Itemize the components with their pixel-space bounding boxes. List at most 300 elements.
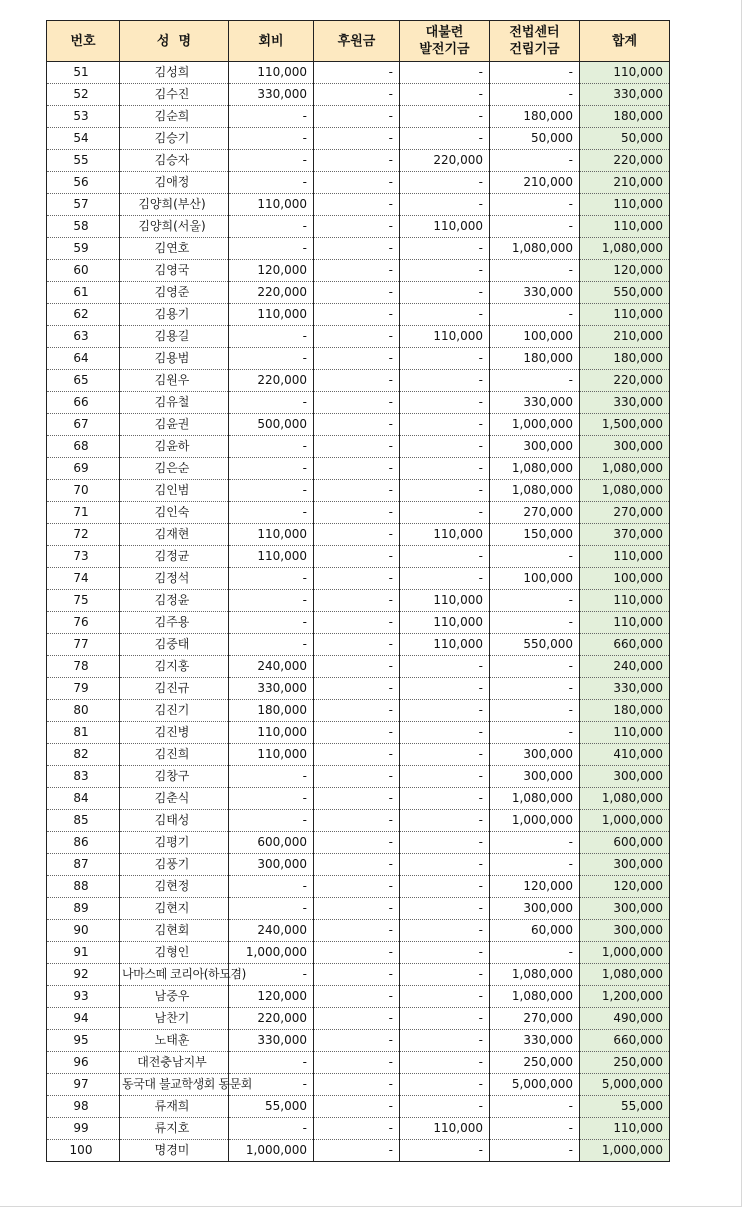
cell-development-fund[interactable]: - xyxy=(400,942,490,964)
cell-sponsorship[interactable]: - xyxy=(314,480,400,502)
cell-sponsorship[interactable]: - xyxy=(314,722,400,744)
cell-name[interactable]: 김형인 xyxy=(120,942,229,964)
cell-number[interactable]: 99 xyxy=(47,1118,120,1140)
cell-number[interactable]: 59 xyxy=(47,238,120,260)
cell-number[interactable]: 55 xyxy=(47,150,120,172)
cell-sponsorship[interactable]: - xyxy=(314,348,400,370)
cell-number[interactable]: 66 xyxy=(47,392,120,414)
cell-development-fund[interactable]: - xyxy=(400,898,490,920)
cell-membership-fee[interactable]: - xyxy=(229,1118,314,1140)
cell-development-fund[interactable]: - xyxy=(400,1052,490,1074)
cell-total[interactable]: 110,000 xyxy=(580,304,670,326)
cell-name[interactable]: 김중태 xyxy=(120,634,229,656)
header-sponsorship[interactable]: 후원금 xyxy=(314,21,400,62)
cell-sponsorship[interactable]: - xyxy=(314,568,400,590)
cell-total[interactable]: 1,000,000 xyxy=(580,1140,670,1162)
cell-sponsorship[interactable]: - xyxy=(314,238,400,260)
cell-name[interactable]: 류재희 xyxy=(120,1096,229,1118)
cell-total[interactable]: 220,000 xyxy=(580,150,670,172)
cell-center-building-fund[interactable]: 270,000 xyxy=(490,1008,580,1030)
cell-name[interactable]: 김애정 xyxy=(120,172,229,194)
cell-membership-fee[interactable]: - xyxy=(229,788,314,810)
cell-number[interactable]: 52 xyxy=(47,84,120,106)
cell-center-building-fund[interactable]: 1,080,000 xyxy=(490,458,580,480)
cell-development-fund[interactable]: - xyxy=(400,436,490,458)
cell-name[interactable]: 남찬기 xyxy=(120,1008,229,1030)
cell-total[interactable]: 1,080,000 xyxy=(580,788,670,810)
cell-membership-fee[interactable]: - xyxy=(229,634,314,656)
cell-total[interactable]: 120,000 xyxy=(580,260,670,282)
cell-center-building-fund[interactable]: - xyxy=(490,260,580,282)
cell-development-fund[interactable]: - xyxy=(400,832,490,854)
cell-development-fund[interactable]: - xyxy=(400,876,490,898)
cell-number[interactable]: 92 xyxy=(47,964,120,986)
cell-development-fund[interactable]: - xyxy=(400,700,490,722)
cell-number[interactable]: 75 xyxy=(47,590,120,612)
cell-sponsorship[interactable]: - xyxy=(314,1008,400,1030)
cell-sponsorship[interactable]: - xyxy=(314,216,400,238)
cell-center-building-fund[interactable]: 300,000 xyxy=(490,766,580,788)
cell-number[interactable]: 88 xyxy=(47,876,120,898)
cell-number[interactable]: 63 xyxy=(47,326,120,348)
cell-membership-fee[interactable]: 110,000 xyxy=(229,744,314,766)
cell-development-fund[interactable]: - xyxy=(400,414,490,436)
cell-sponsorship[interactable]: - xyxy=(314,128,400,150)
cell-number[interactable]: 85 xyxy=(47,810,120,832)
cell-membership-fee[interactable]: - xyxy=(229,392,314,414)
cell-number[interactable]: 74 xyxy=(47,568,120,590)
cell-number[interactable]: 73 xyxy=(47,546,120,568)
cell-name[interactable]: 김진기 xyxy=(120,700,229,722)
cell-total[interactable]: 250,000 xyxy=(580,1052,670,1074)
cell-membership-fee[interactable]: - xyxy=(229,876,314,898)
cell-center-building-fund[interactable]: 1,000,000 xyxy=(490,414,580,436)
cell-membership-fee[interactable]: - xyxy=(229,612,314,634)
cell-number[interactable]: 57 xyxy=(47,194,120,216)
cell-center-building-fund[interactable]: - xyxy=(490,150,580,172)
cell-development-fund[interactable]: 110,000 xyxy=(400,216,490,238)
cell-name[interactable]: 김영국 xyxy=(120,260,229,282)
cell-membership-fee[interactable]: - xyxy=(229,150,314,172)
cell-center-building-fund[interactable]: 50,000 xyxy=(490,128,580,150)
cell-development-fund[interactable]: - xyxy=(400,128,490,150)
cell-name[interactable]: 김인숙 xyxy=(120,502,229,524)
cell-development-fund[interactable]: - xyxy=(400,678,490,700)
cell-number[interactable]: 69 xyxy=(47,458,120,480)
cell-sponsorship[interactable]: - xyxy=(314,260,400,282)
cell-number[interactable]: 100 xyxy=(47,1140,120,1162)
cell-development-fund[interactable]: - xyxy=(400,568,490,590)
cell-total[interactable]: 1,500,000 xyxy=(580,414,670,436)
cell-membership-fee[interactable]: - xyxy=(229,502,314,524)
cell-total[interactable]: 100,000 xyxy=(580,568,670,590)
cell-total[interactable]: 1,080,000 xyxy=(580,458,670,480)
cell-name[interactable]: 김현정 xyxy=(120,876,229,898)
cell-name[interactable]: 김춘식 xyxy=(120,788,229,810)
cell-name[interactable]: 대전충남지부 xyxy=(120,1052,229,1074)
cell-total[interactable]: 220,000 xyxy=(580,370,670,392)
cell-total[interactable]: 110,000 xyxy=(580,1118,670,1140)
cell-development-fund[interactable]: - xyxy=(400,106,490,128)
cell-membership-fee[interactable]: 330,000 xyxy=(229,678,314,700)
cell-sponsorship[interactable]: - xyxy=(314,502,400,524)
cell-development-fund[interactable]: - xyxy=(400,1140,490,1162)
cell-number[interactable]: 83 xyxy=(47,766,120,788)
cell-membership-fee[interactable]: 110,000 xyxy=(229,546,314,568)
cell-number[interactable]: 77 xyxy=(47,634,120,656)
cell-total[interactable]: 660,000 xyxy=(580,1030,670,1052)
cell-membership-fee[interactable]: - xyxy=(229,766,314,788)
cell-membership-fee[interactable]: 1,000,000 xyxy=(229,1140,314,1162)
cell-sponsorship[interactable]: - xyxy=(314,524,400,546)
cell-name[interactable]: 김진규 xyxy=(120,678,229,700)
cell-development-fund[interactable]: - xyxy=(400,458,490,480)
cell-total[interactable]: 270,000 xyxy=(580,502,670,524)
cell-sponsorship[interactable]: - xyxy=(314,920,400,942)
cell-number[interactable]: 90 xyxy=(47,920,120,942)
cell-membership-fee[interactable]: 120,000 xyxy=(229,260,314,282)
cell-name[interactable]: 김양희(서울) xyxy=(120,216,229,238)
cell-development-fund[interactable]: - xyxy=(400,282,490,304)
cell-total[interactable]: 550,000 xyxy=(580,282,670,304)
cell-sponsorship[interactable]: - xyxy=(314,744,400,766)
cell-membership-fee[interactable]: - xyxy=(229,964,314,986)
cell-membership-fee[interactable]: 110,000 xyxy=(229,304,314,326)
cell-membership-fee[interactable]: 55,000 xyxy=(229,1096,314,1118)
cell-total[interactable]: 410,000 xyxy=(580,744,670,766)
cell-membership-fee[interactable]: 180,000 xyxy=(229,700,314,722)
cell-name[interactable]: 김평기 xyxy=(120,832,229,854)
cell-sponsorship[interactable]: - xyxy=(314,1052,400,1074)
cell-center-building-fund[interactable]: - xyxy=(490,678,580,700)
cell-center-building-fund[interactable]: 180,000 xyxy=(490,348,580,370)
cell-sponsorship[interactable]: - xyxy=(314,304,400,326)
cell-development-fund[interactable]: - xyxy=(400,1008,490,1030)
cell-center-building-fund[interactable]: - xyxy=(490,1118,580,1140)
cell-development-fund[interactable]: - xyxy=(400,656,490,678)
cell-center-building-fund[interactable]: 1,080,000 xyxy=(490,480,580,502)
cell-name[interactable]: 명경미 xyxy=(120,1140,229,1162)
cell-number[interactable]: 61 xyxy=(47,282,120,304)
cell-center-building-fund[interactable]: 1,080,000 xyxy=(490,788,580,810)
cell-number[interactable]: 53 xyxy=(47,106,120,128)
cell-name[interactable]: 김정석 xyxy=(120,568,229,590)
cell-total[interactable]: 300,000 xyxy=(580,854,670,876)
cell-sponsorship[interactable]: - xyxy=(314,1030,400,1052)
header-membership-fee[interactable]: 회비 xyxy=(229,21,314,62)
cell-sponsorship[interactable]: - xyxy=(314,876,400,898)
cell-membership-fee[interactable]: - xyxy=(229,810,314,832)
cell-sponsorship[interactable]: - xyxy=(314,84,400,106)
cell-total[interactable]: 180,000 xyxy=(580,348,670,370)
cell-number[interactable]: 62 xyxy=(47,304,120,326)
cell-membership-fee[interactable]: - xyxy=(229,348,314,370)
cell-name[interactable]: 김용기 xyxy=(120,304,229,326)
cell-sponsorship[interactable]: - xyxy=(314,1118,400,1140)
cell-development-fund[interactable]: - xyxy=(400,810,490,832)
cell-development-fund[interactable]: 110,000 xyxy=(400,1118,490,1140)
header-total[interactable]: 합계 xyxy=(580,21,670,62)
cell-membership-fee[interactable]: - xyxy=(229,106,314,128)
cell-sponsorship[interactable]: - xyxy=(314,964,400,986)
cell-sponsorship[interactable]: - xyxy=(314,590,400,612)
cell-sponsorship[interactable]: - xyxy=(314,414,400,436)
cell-development-fund[interactable]: - xyxy=(400,964,490,986)
cell-name[interactable]: 김현회 xyxy=(120,920,229,942)
cell-sponsorship[interactable]: - xyxy=(314,788,400,810)
cell-name[interactable]: 김승자 xyxy=(120,150,229,172)
cell-development-fund[interactable]: 110,000 xyxy=(400,612,490,634)
cell-name[interactable]: 김윤하 xyxy=(120,436,229,458)
cell-sponsorship[interactable]: - xyxy=(314,326,400,348)
cell-total[interactable]: 240,000 xyxy=(580,656,670,678)
cell-center-building-fund[interactable]: 150,000 xyxy=(490,524,580,546)
cell-development-fund[interactable]: 110,000 xyxy=(400,634,490,656)
cell-number[interactable]: 98 xyxy=(47,1096,120,1118)
cell-name[interactable]: 김지홍 xyxy=(120,656,229,678)
cell-name[interactable]: 김용범 xyxy=(120,348,229,370)
cell-center-building-fund[interactable]: - xyxy=(490,1096,580,1118)
cell-center-building-fund[interactable]: 60,000 xyxy=(490,920,580,942)
cell-membership-fee[interactable]: - xyxy=(229,568,314,590)
cell-sponsorship[interactable]: - xyxy=(314,62,400,84)
cell-development-fund[interactable]: - xyxy=(400,788,490,810)
cell-sponsorship[interactable]: - xyxy=(314,942,400,964)
cell-development-fund[interactable]: - xyxy=(400,722,490,744)
cell-name[interactable]: 김유철 xyxy=(120,392,229,414)
cell-sponsorship[interactable]: - xyxy=(314,370,400,392)
cell-center-building-fund[interactable]: 330,000 xyxy=(490,1030,580,1052)
cell-sponsorship[interactable]: - xyxy=(314,106,400,128)
header-name[interactable]: 성 명 xyxy=(120,21,229,62)
cell-sponsorship[interactable]: - xyxy=(314,1140,400,1162)
cell-total[interactable]: 5,000,000 xyxy=(580,1074,670,1096)
cell-total[interactable]: 210,000 xyxy=(580,326,670,348)
cell-name[interactable]: 남중우 xyxy=(120,986,229,1008)
cell-name[interactable]: 김승기 xyxy=(120,128,229,150)
cell-total[interactable]: 330,000 xyxy=(580,678,670,700)
cell-development-fund[interactable]: - xyxy=(400,194,490,216)
cell-name[interactable]: 노태훈 xyxy=(120,1030,229,1052)
cell-number[interactable]: 72 xyxy=(47,524,120,546)
cell-sponsorship[interactable]: - xyxy=(314,810,400,832)
cell-center-building-fund[interactable]: 330,000 xyxy=(490,282,580,304)
cell-total[interactable]: 50,000 xyxy=(580,128,670,150)
cell-number[interactable]: 71 xyxy=(47,502,120,524)
cell-development-fund[interactable]: 110,000 xyxy=(400,524,490,546)
cell-total[interactable]: 600,000 xyxy=(580,832,670,854)
cell-name[interactable]: 김양희(부산) xyxy=(120,194,229,216)
cell-membership-fee[interactable]: 220,000 xyxy=(229,1008,314,1030)
cell-center-building-fund[interactable]: - xyxy=(490,62,580,84)
cell-center-building-fund[interactable]: - xyxy=(490,700,580,722)
cell-center-building-fund[interactable]: 180,000 xyxy=(490,106,580,128)
cell-name[interactable]: 김진병 xyxy=(120,722,229,744)
cell-center-building-fund[interactable]: - xyxy=(490,84,580,106)
cell-development-fund[interactable]: - xyxy=(400,1096,490,1118)
cell-membership-fee[interactable]: - xyxy=(229,590,314,612)
cell-name[interactable]: 류지호 xyxy=(120,1118,229,1140)
cell-total[interactable]: 1,000,000 xyxy=(580,810,670,832)
cell-sponsorship[interactable]: - xyxy=(314,1074,400,1096)
cell-membership-fee[interactable]: 110,000 xyxy=(229,524,314,546)
cell-sponsorship[interactable]: - xyxy=(314,634,400,656)
cell-membership-fee[interactable]: 220,000 xyxy=(229,370,314,392)
cell-center-building-fund[interactable]: - xyxy=(490,194,580,216)
cell-center-building-fund[interactable]: 250,000 xyxy=(490,1052,580,1074)
cell-membership-fee[interactable]: 240,000 xyxy=(229,656,314,678)
cell-center-building-fund[interactable]: 100,000 xyxy=(490,326,580,348)
cell-total[interactable]: 660,000 xyxy=(580,634,670,656)
cell-membership-fee[interactable]: - xyxy=(229,436,314,458)
cell-number[interactable]: 82 xyxy=(47,744,120,766)
cell-development-fund[interactable]: - xyxy=(400,260,490,282)
cell-name[interactable]: 김현지 xyxy=(120,898,229,920)
cell-membership-fee[interactable]: - xyxy=(229,326,314,348)
cell-number[interactable]: 86 xyxy=(47,832,120,854)
cell-total[interactable]: 110,000 xyxy=(580,62,670,84)
cell-center-building-fund[interactable]: 300,000 xyxy=(490,898,580,920)
cell-sponsorship[interactable]: - xyxy=(314,832,400,854)
cell-total[interactable]: 1,080,000 xyxy=(580,964,670,986)
cell-name[interactable]: 김윤권 xyxy=(120,414,229,436)
cell-number[interactable]: 95 xyxy=(47,1030,120,1052)
cell-total[interactable]: 110,000 xyxy=(580,546,670,568)
cell-membership-fee[interactable]: - xyxy=(229,216,314,238)
cell-number[interactable]: 87 xyxy=(47,854,120,876)
cell-development-fund[interactable]: 110,000 xyxy=(400,590,490,612)
cell-center-building-fund[interactable]: 210,000 xyxy=(490,172,580,194)
cell-total[interactable]: 55,000 xyxy=(580,1096,670,1118)
cell-total[interactable]: 110,000 xyxy=(580,612,670,634)
cell-membership-fee[interactable]: 600,000 xyxy=(229,832,314,854)
cell-development-fund[interactable]: - xyxy=(400,986,490,1008)
cell-total[interactable]: 490,000 xyxy=(580,1008,670,1030)
cell-center-building-fund[interactable]: 120,000 xyxy=(490,876,580,898)
cell-number[interactable]: 89 xyxy=(47,898,120,920)
cell-sponsorship[interactable]: - xyxy=(314,656,400,678)
cell-total[interactable]: 110,000 xyxy=(580,216,670,238)
cell-number[interactable]: 54 xyxy=(47,128,120,150)
cell-number[interactable]: 79 xyxy=(47,678,120,700)
cell-total[interactable]: 330,000 xyxy=(580,84,670,106)
cell-name[interactable]: 김정균 xyxy=(120,546,229,568)
cell-development-fund[interactable]: - xyxy=(400,238,490,260)
cell-number[interactable]: 67 xyxy=(47,414,120,436)
cell-name[interactable]: 김연호 xyxy=(120,238,229,260)
cell-center-building-fund[interactable]: 1,080,000 xyxy=(490,964,580,986)
cell-center-building-fund[interactable]: 330,000 xyxy=(490,392,580,414)
cell-membership-fee[interactable]: - xyxy=(229,1052,314,1074)
cell-development-fund[interactable]: - xyxy=(400,766,490,788)
cell-name[interactable]: 김원우 xyxy=(120,370,229,392)
cell-name[interactable]: 김풍기 xyxy=(120,854,229,876)
cell-sponsorship[interactable]: - xyxy=(314,1096,400,1118)
cell-name[interactable]: 나마스떼 코리아(하도겸) xyxy=(120,964,229,986)
cell-total[interactable]: 300,000 xyxy=(580,436,670,458)
cell-sponsorship[interactable]: - xyxy=(314,436,400,458)
cell-number[interactable]: 97 xyxy=(47,1074,120,1096)
cell-name[interactable]: 김재현 xyxy=(120,524,229,546)
cell-membership-fee[interactable]: 300,000 xyxy=(229,854,314,876)
cell-membership-fee[interactable]: - xyxy=(229,458,314,480)
cell-sponsorship[interactable]: - xyxy=(314,766,400,788)
cell-total[interactable]: 180,000 xyxy=(580,106,670,128)
cell-membership-fee[interactable]: 500,000 xyxy=(229,414,314,436)
cell-membership-fee[interactable]: 330,000 xyxy=(229,84,314,106)
cell-center-building-fund[interactable]: - xyxy=(490,216,580,238)
header-number[interactable]: 번호 xyxy=(47,21,120,62)
cell-center-building-fund[interactable]: - xyxy=(490,832,580,854)
cell-center-building-fund[interactable]: 300,000 xyxy=(490,744,580,766)
cell-development-fund[interactable]: - xyxy=(400,348,490,370)
cell-sponsorship[interactable]: - xyxy=(314,854,400,876)
cell-name[interactable]: 김영준 xyxy=(120,282,229,304)
cell-development-fund[interactable]: - xyxy=(400,1074,490,1096)
cell-sponsorship[interactable]: - xyxy=(314,700,400,722)
cell-number[interactable]: 80 xyxy=(47,700,120,722)
cell-development-fund[interactable]: - xyxy=(400,480,490,502)
cell-number[interactable]: 94 xyxy=(47,1008,120,1030)
cell-name[interactable]: 김진희 xyxy=(120,744,229,766)
cell-sponsorship[interactable]: - xyxy=(314,150,400,172)
cell-development-fund[interactable]: - xyxy=(400,84,490,106)
cell-name[interactable]: 김태성 xyxy=(120,810,229,832)
cell-total[interactable]: 180,000 xyxy=(580,700,670,722)
cell-center-building-fund[interactable]: 5,000,000 xyxy=(490,1074,580,1096)
cell-number[interactable]: 68 xyxy=(47,436,120,458)
cell-membership-fee[interactable]: 110,000 xyxy=(229,722,314,744)
cell-development-fund[interactable]: 110,000 xyxy=(400,326,490,348)
cell-number[interactable]: 56 xyxy=(47,172,120,194)
cell-development-fund[interactable]: 220,000 xyxy=(400,150,490,172)
cell-membership-fee[interactable]: - xyxy=(229,172,314,194)
cell-name[interactable]: 김창구 xyxy=(120,766,229,788)
cell-name[interactable]: 김성희 xyxy=(120,62,229,84)
cell-center-building-fund[interactable]: - xyxy=(490,546,580,568)
cell-center-building-fund[interactable]: 1,000,000 xyxy=(490,810,580,832)
cell-total[interactable]: 1,080,000 xyxy=(580,238,670,260)
cell-membership-fee[interactable]: 120,000 xyxy=(229,986,314,1008)
cell-development-fund[interactable]: - xyxy=(400,370,490,392)
cell-membership-fee[interactable]: - xyxy=(229,480,314,502)
cell-center-building-fund[interactable]: 100,000 xyxy=(490,568,580,590)
cell-number[interactable]: 70 xyxy=(47,480,120,502)
cell-name[interactable]: 김정윤 xyxy=(120,590,229,612)
cell-membership-fee[interactable]: 110,000 xyxy=(229,194,314,216)
cell-name[interactable]: 김수진 xyxy=(120,84,229,106)
cell-center-building-fund[interactable]: 300,000 xyxy=(490,436,580,458)
header-center-building-fund[interactable]: 전법센터 건립기금 xyxy=(490,21,580,62)
cell-sponsorship[interactable]: - xyxy=(314,458,400,480)
cell-number[interactable]: 81 xyxy=(47,722,120,744)
cell-number[interactable]: 84 xyxy=(47,788,120,810)
cell-name[interactable]: 동국대 불교학생회 동문회 xyxy=(120,1074,229,1096)
cell-total[interactable]: 370,000 xyxy=(580,524,670,546)
cell-membership-fee[interactable]: 1,000,000 xyxy=(229,942,314,964)
cell-development-fund[interactable]: - xyxy=(400,502,490,524)
cell-membership-fee[interactable]: 330,000 xyxy=(229,1030,314,1052)
cell-center-building-fund[interactable]: - xyxy=(490,612,580,634)
cell-membership-fee[interactable]: - xyxy=(229,128,314,150)
cell-development-fund[interactable]: - xyxy=(400,62,490,84)
cell-development-fund[interactable]: - xyxy=(400,920,490,942)
cell-total[interactable]: 110,000 xyxy=(580,590,670,612)
cell-number[interactable]: 93 xyxy=(47,986,120,1008)
cell-development-fund[interactable]: - xyxy=(400,744,490,766)
cell-total[interactable]: 110,000 xyxy=(580,722,670,744)
cell-sponsorship[interactable]: - xyxy=(314,898,400,920)
